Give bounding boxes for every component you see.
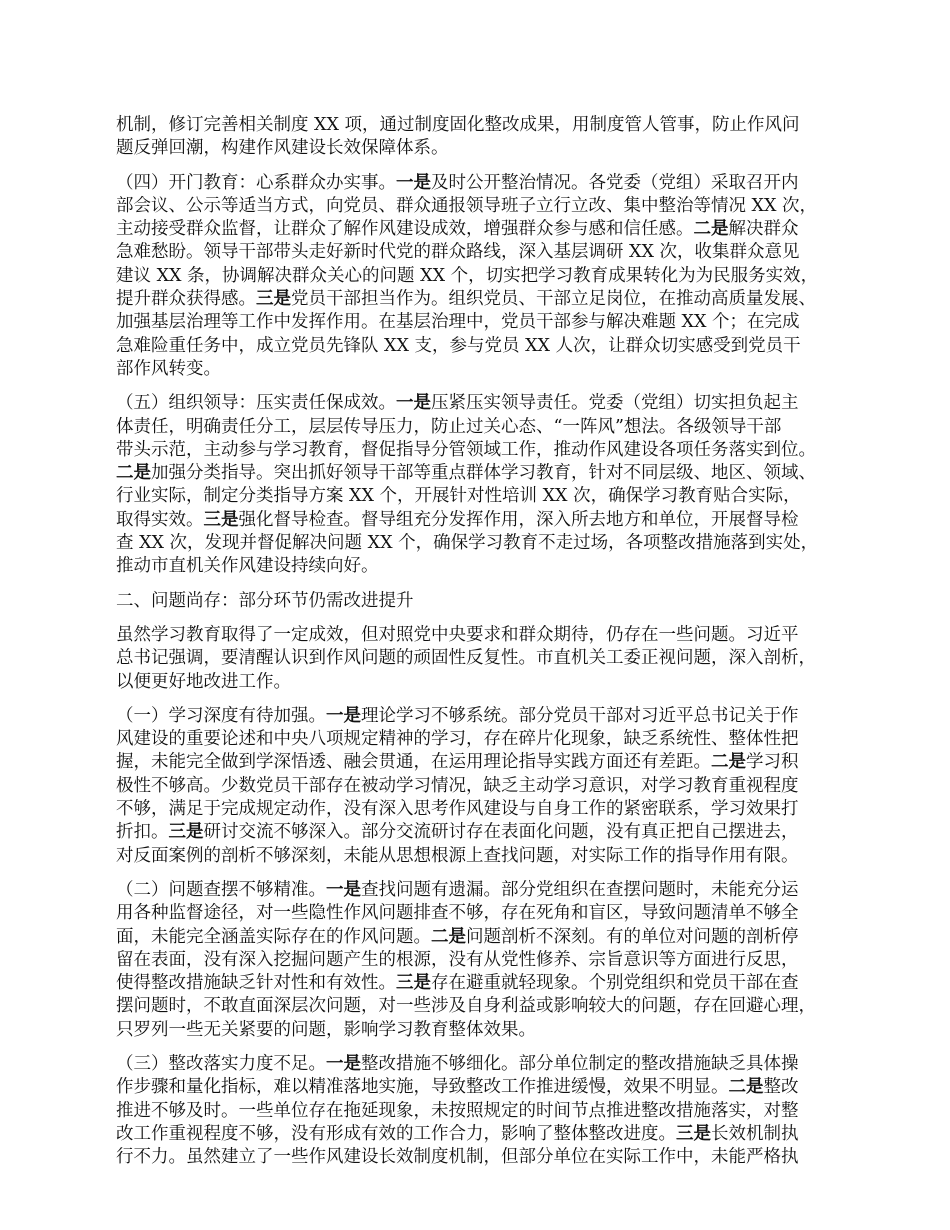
bold-label: 二是 bbox=[116, 463, 151, 484]
text-segment: 使得整改措施缺乏针对性和有效性。 bbox=[116, 973, 396, 994]
text-line bbox=[116, 288, 856, 311]
text-line bbox=[116, 972, 856, 995]
text-segment: 机制，修订完善相关制度 XX 项，通过制度固化整改成果，用制度管人管事，防止作风问 bbox=[116, 115, 800, 135]
text-line bbox=[116, 509, 856, 532]
text-segment: （五）组织领导：压实责任保成效。 bbox=[116, 393, 396, 414]
text-line bbox=[116, 137, 856, 160]
bold-label: 一是 bbox=[326, 705, 361, 726]
text-segment: 摆问题时，不敢直面深层次问题，对一些涉及自身利益或影响较大的问题，存在回避心理， bbox=[116, 996, 816, 1017]
text-line bbox=[116, 775, 856, 798]
text-line bbox=[116, 439, 856, 462]
text-line bbox=[116, 949, 856, 972]
text-segment: 部会议、公示等适当方式，向党员、群众通报领导班子立行立改、集中整治等情况 XX 次， bbox=[116, 195, 818, 216]
text-segment: 整改措施不够细化。部分单位制定的整改措施缺乏具体操 bbox=[361, 1053, 799, 1074]
bold-label: 三是 bbox=[256, 289, 291, 310]
text-line bbox=[116, 647, 856, 670]
text-segment: 不够，满足于完成规定动作，没有深入思考作风建设与自身工作的紧密联系，学习效果打 bbox=[116, 799, 799, 820]
text-line bbox=[116, 311, 856, 334]
text-segment: 风建设的重要论述和中央八项规定精神的学习，存在碎片化现象，缺乏系统性、整体性把 bbox=[116, 729, 799, 750]
text-line bbox=[116, 532, 856, 555]
bold-label: 一是 bbox=[396, 393, 431, 414]
text-line bbox=[116, 195, 856, 218]
text-line bbox=[116, 1123, 856, 1146]
paragraph bbox=[116, 172, 856, 382]
text-line bbox=[116, 1146, 856, 1169]
text-segment: 以便更好地改进工作。 bbox=[116, 671, 291, 692]
text-line bbox=[116, 879, 856, 902]
bold-label: 三是 bbox=[396, 973, 431, 994]
text-line bbox=[116, 728, 856, 751]
text-segment: （三）整改落实力度不足。 bbox=[116, 1053, 326, 1074]
text-segment: 压紧压实领导责任。党委（党组）切实担负起主 bbox=[431, 393, 799, 414]
text-segment: 存在避重就轻现象。个别党组织和党员干部在查 bbox=[431, 973, 799, 994]
text-segment: 握，未能完全做到学深悟透、融会贯通，在运用理论指导实践方面还有差距。 bbox=[116, 752, 711, 773]
text-segment: 建议 XX 条，协调解决群众关心的问题 XX 个，切实把学习教育成果转化为为民服务实效， bbox=[116, 265, 819, 286]
text-line bbox=[116, 485, 856, 508]
text-segment: 作步骤和量化指标，难以精准落地实施，导致整改工作推进缓慢，效果不明显。 bbox=[116, 1077, 729, 1098]
text-segment: 极性不够高。少数党员干部存在被动学习情况，缺乏主动学习意识，对学习教育重视程度 bbox=[116, 775, 799, 796]
text-segment: 部作风转变。 bbox=[116, 358, 221, 379]
text-segment: 党员干部担当作为。组织党员、干部立足岗位，在推动高质量发展、 bbox=[291, 289, 816, 310]
bold-label: 二是 bbox=[711, 752, 746, 773]
text-line bbox=[116, 624, 856, 647]
text-segment: 长效机制执 bbox=[711, 1123, 799, 1144]
text-segment: 对反面案例的剖析不够深刻，未能从思想根源上查找问题，对实际工作的指导作用有限。 bbox=[116, 845, 799, 866]
text-segment: 整改 bbox=[763, 1077, 799, 1098]
text-segment: 急难愁盼。领导干部带头走好新时代党的群众路线，深入基层调研 XX 次，收集群众意见 bbox=[116, 242, 800, 263]
text-segment: 用各种监督途径，对一些隐性作风问题排查不够，存在死角和盲区，导致问题清单不够全 bbox=[116, 903, 799, 924]
text-line bbox=[116, 392, 856, 415]
bold-label: 一是 bbox=[326, 1053, 361, 1074]
text-segment: 改工作重视程度不够，没有形成有效的工作合力，影响了整体整改进度。 bbox=[116, 1123, 676, 1144]
text-line bbox=[116, 218, 856, 241]
text-segment: 带头示范，主动参与学习教育，督促指导分管领域工作，推动作风建设各项任务落实到位。 bbox=[116, 439, 816, 460]
text-segment: 取得实效。 bbox=[116, 509, 204, 530]
text-segment: 留在表面，没有深入挖掘问题产生的根源，没有从党性修养、宗旨意识等方面进行反思， bbox=[116, 949, 799, 970]
text-line bbox=[116, 821, 856, 844]
text-line bbox=[116, 671, 856, 694]
text-segment: 学习积 bbox=[746, 752, 799, 773]
bold-label: 二是 bbox=[728, 1077, 764, 1098]
text-line bbox=[116, 590, 856, 613]
text-segment: 强化督导检查。督导组充分发挥作用，深入所去地方和单位，开展督导检 bbox=[238, 509, 799, 530]
text-line bbox=[116, 416, 856, 439]
text-segment: 查找问题有遗漏。部分党组织在查摆问题时，未能充分运 bbox=[361, 879, 799, 900]
bold-label: 一是 bbox=[326, 879, 361, 900]
text-segment: 查 XX 次，发现并督促解决问题 XX 个，确保学习教育不走过场，各项整改措施落到实处， bbox=[116, 533, 819, 554]
text-line bbox=[116, 845, 856, 868]
text-segment: 急难险重任务中，成立党员先锋队 XX 支，参与党员 XX 人次，让群众切实感受到党员干 bbox=[116, 335, 801, 356]
text-line bbox=[116, 172, 856, 195]
text-segment: 主动接受群众监督，让群众了解作风建设成效，增强群众参与感和信任感。 bbox=[116, 219, 694, 240]
bold-label: 三是 bbox=[168, 822, 204, 843]
text-segment: 总书记强调，要清醒认识到作风问题的顽固性反复性。市直机关工委正视问题，深入剖析， bbox=[116, 648, 816, 669]
text-line bbox=[116, 751, 856, 774]
document-page bbox=[116, 114, 856, 1180]
text-segment: 推进不够及时。一些单位存在拖延现象，未按照规定的时间节点推进整改措施落实，对整 bbox=[116, 1100, 799, 1121]
bold-label: 二是 bbox=[431, 926, 466, 947]
text-line bbox=[116, 241, 856, 264]
text-segment: 行不力。虽然建立了一些作风建设长效制度机制，但部分单位在实际工作中，未能严格执 bbox=[116, 1147, 799, 1168]
text-line bbox=[116, 902, 856, 925]
text-segment: 行业实际，制定分类指导方案 XX 个，开展针对性培训 XX 次，确保学习教育贴合实际， bbox=[116, 486, 801, 507]
paragraph bbox=[116, 114, 856, 161]
text-line bbox=[116, 1053, 856, 1076]
text-line bbox=[116, 462, 856, 485]
text-segment: 加强分类指导。突出抓好领导干部等重点群体学习教育，针对不同层级、地区、领域、 bbox=[151, 463, 816, 484]
text-segment: （二）问题查摆不够精准。 bbox=[116, 879, 326, 900]
bold-label: 三是 bbox=[203, 509, 239, 530]
text-segment: 及时公开整治情况。各党委（党组）采取召开内 bbox=[431, 172, 799, 193]
paragraph bbox=[116, 1053, 856, 1169]
text-segment: （一）学习深度有待加强。 bbox=[116, 705, 326, 726]
text-segment: 解决群众 bbox=[728, 219, 799, 240]
text-line bbox=[116, 995, 856, 1018]
text-line bbox=[116, 926, 856, 949]
text-segment: 只罗列一些无关紧要的问题，影响学习教育整体效果。 bbox=[116, 1019, 536, 1040]
text-line bbox=[116, 265, 856, 288]
text-segment: 推动市直机关作风建设持续向好。 bbox=[116, 556, 379, 577]
text-line bbox=[116, 1076, 856, 1099]
text-segment: 体责任，明确责任分工，层层传导压力，防止过关心态、“一阵风”想法。各级领导干部 bbox=[116, 416, 782, 437]
paragraph bbox=[116, 879, 856, 1042]
paragraph bbox=[116, 624, 856, 694]
text-line bbox=[116, 705, 856, 728]
text-line bbox=[116, 335, 856, 358]
paragraph bbox=[116, 392, 856, 578]
text-line bbox=[116, 114, 856, 137]
text-line bbox=[116, 1100, 856, 1123]
text-segment: 虽然学习教育取得了一定成效，但对照党中央要求和群众期待，仍存在一些问题。习近平 bbox=[116, 624, 799, 645]
text-segment: 提升群众获得感。 bbox=[116, 289, 256, 310]
text-segment: （四）开门教育：心系群众办实事。 bbox=[116, 172, 396, 193]
text-segment: 理论学习不够系统。部分党员干部对习近平总书记关于作 bbox=[361, 705, 799, 726]
bold-label: 三是 bbox=[676, 1123, 711, 1144]
text-segment: 加强基层治理等工作中发挥作用。在基层治理中，党员干部参与解决难题 XX 个；在完成 bbox=[116, 312, 800, 333]
text-line bbox=[116, 798, 856, 821]
section-heading bbox=[116, 590, 856, 613]
text-segment: 二、问题尚存：部分环节仍需改进提升 bbox=[116, 590, 414, 611]
text-segment: 研讨交流不够深入。部分交流研讨存在表面化问题，没有真正把自己摆进去， bbox=[203, 822, 799, 843]
text-segment: 面，未能完全涵盖实际存在的作风问题。 bbox=[116, 926, 431, 947]
bold-label: 一是 bbox=[396, 172, 431, 193]
text-segment: 题反弹回潮，构建作风建设长效保障体系。 bbox=[116, 138, 449, 159]
text-segment: 问题剖析不深刻。有的单位对问题的剖析停 bbox=[466, 926, 799, 947]
bold-label: 二是 bbox=[693, 219, 729, 240]
paragraph bbox=[116, 705, 856, 868]
text-line bbox=[116, 358, 856, 381]
text-line bbox=[116, 1019, 856, 1042]
text-line bbox=[116, 555, 856, 578]
text-segment: 折扣。 bbox=[116, 822, 169, 843]
